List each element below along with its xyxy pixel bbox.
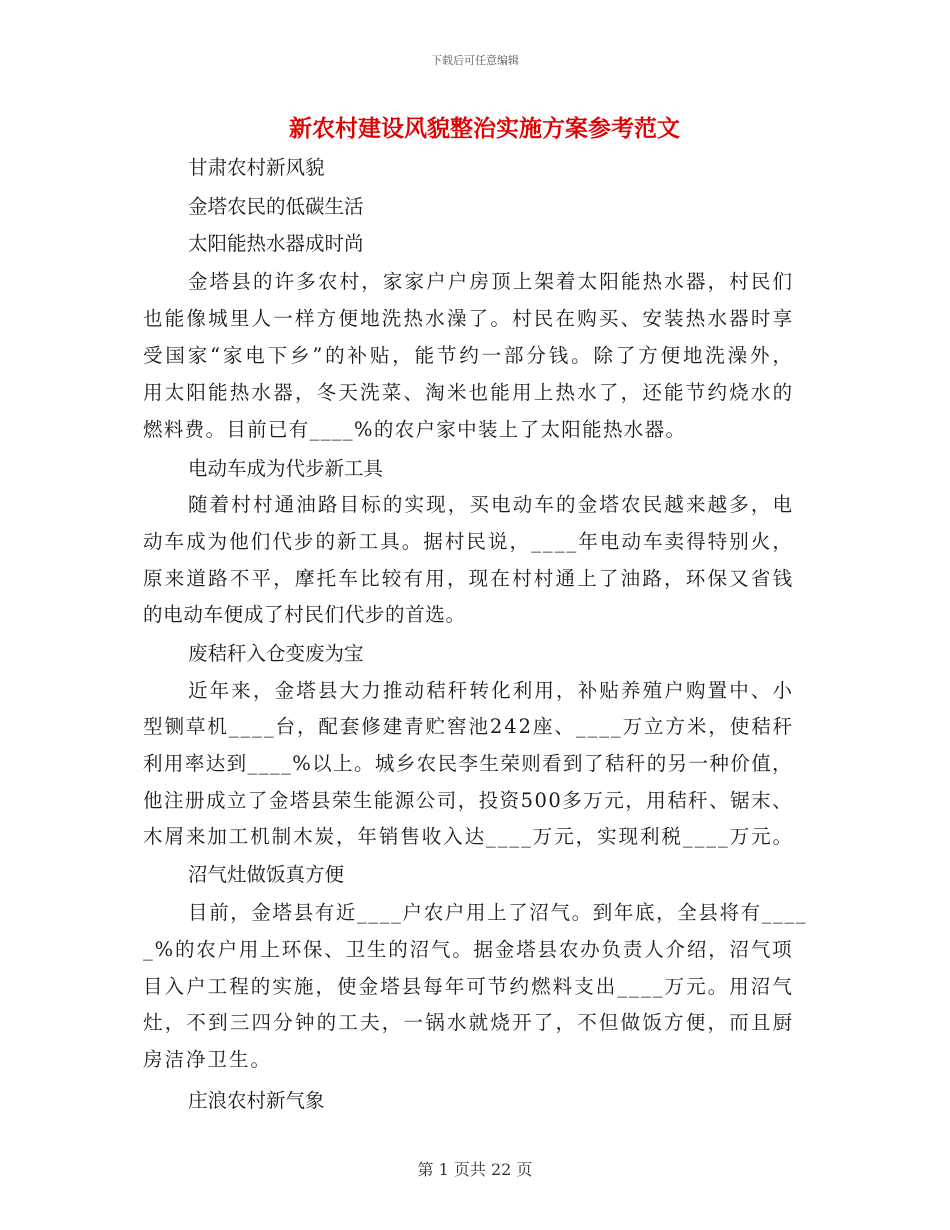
section-heading: 甘肃农村新风貌 xyxy=(188,156,325,179)
body-line: 用太阳能热水器，冬天洗菜、淘米也能用上热水了，还能节约烧水的 xyxy=(143,381,795,404)
body-line: 随着村村通油路目标的实现，买电动车的金塔农民越来越多，电 xyxy=(188,493,795,516)
body-line: 灶，不到三四分钟的工夫，一锅水就烧开了，不但做饭方便，而且厨 xyxy=(143,1011,795,1034)
body-line: 他注册成立了金塔县荣生能源公司，投资500多万元，用秸秆、锯末、 xyxy=(143,789,794,812)
section-heading: 庄浪农村新气象 xyxy=(188,1089,325,1112)
body-line: 木屑来加工机制木炭，年销售收入达____万元，实现利税____万元。 xyxy=(143,825,794,848)
body-line: _%的农户用上环保、卫生的沼气。据金塔县农办负责人介绍，沼气项 xyxy=(143,938,794,961)
page-footer: 第 1 页共 22 页 xyxy=(417,1160,533,1179)
body-line: 金塔县的许多农村，家家户户房顶上架着太阳能热水器，村民们 xyxy=(188,270,795,293)
section-heading: 沼气灶做饭真方便 xyxy=(188,863,345,886)
body-line: 利用率达到____%以上。城乡农民李生荣则看到了秸秆的另一种价值， xyxy=(143,752,794,775)
document-title: 新农村建设风貌整治实施方案参考范文 xyxy=(289,115,680,142)
body-line: 燃料费。目前已有____%的农户家中装上了太阳能热水器。 xyxy=(143,418,687,441)
body-line: 型铡草机____台，配套修建青贮窖池242座、____万立方米，使秸秆 xyxy=(143,715,795,738)
body-line: 房洁净卫生。 xyxy=(143,1048,273,1071)
page-header: 下载后可任意编辑 xyxy=(431,54,519,67)
section-heading: 金塔农民的低碳生活 xyxy=(188,195,364,218)
section-heading: 电动车成为代步新工具 xyxy=(188,457,384,480)
body-line: 的电动车便成了村民们代步的首选。 xyxy=(143,603,466,626)
body-line: 受国家“家电下乡”的补贴，能节约一部分钱。除了方便地洗澡外， xyxy=(143,344,795,367)
body-line: 目前，金塔县有近____户农户用上了沼气。到年底，全县将有____ xyxy=(188,901,808,924)
body-line: 目入户工程的实施，使金塔县每年可节约燃料支出____万元。用沼气 xyxy=(143,975,794,998)
body-line: 动车成为他们代步的新工具。据村民说，____年电动车卖得特别火， xyxy=(143,530,794,553)
body-line: 原来道路不平，摩托车比较有用，现在村村通上了油路，环保又省钱 xyxy=(143,567,795,590)
section-heading: 太阳能热水器成时尚 xyxy=(188,232,364,255)
body-line: 近年来，金塔县大力推动秸秆转化利用，补贴养殖户购置中、小 xyxy=(188,679,795,702)
section-heading: 废秸秆入仓变废为宝 xyxy=(188,642,364,665)
body-line: 也能像城里人一样方便地洗热水澡了。村民在购买、安装热水器时享 xyxy=(143,307,795,330)
